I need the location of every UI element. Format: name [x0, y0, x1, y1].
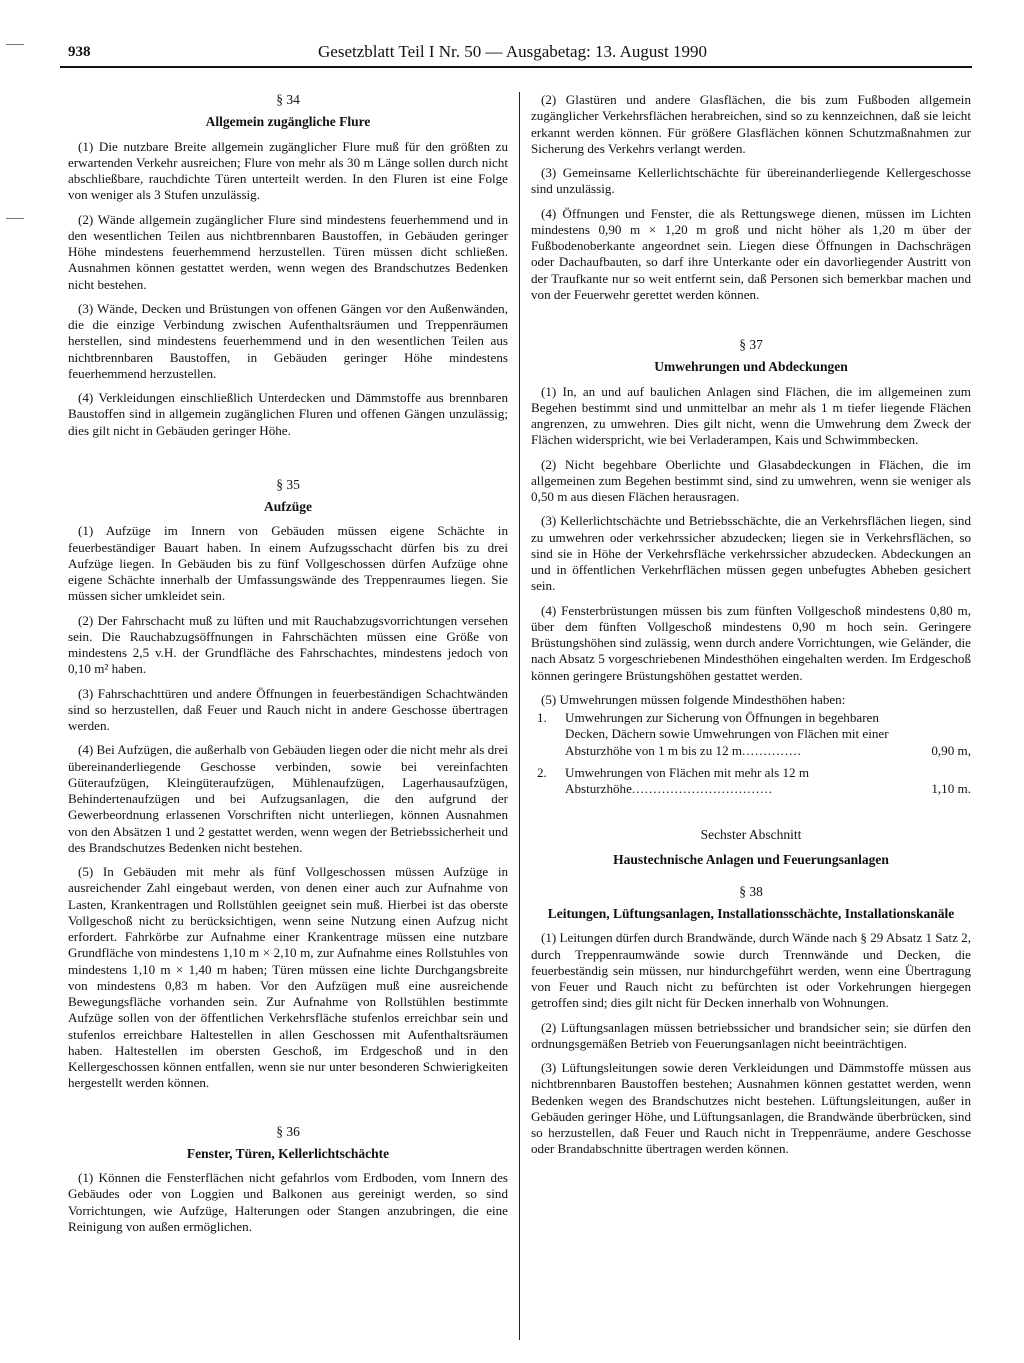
header-rule	[60, 66, 972, 68]
paragraph: (2) Lüftungsanlagen müssen betriebssicher und brandsicher sein; sie dürfen den ordnungsgemäßen Betrieb von Feuerungsanlagen nicht beeinträchtigen.	[531, 1019, 971, 1051]
paragraph: (1) Leitungen dürfen durch Brandwände, durch Wände nach § 29 Absatz 1 Satz 2, durch Treppenraumwände sowie durch Trennwände und Decken, die feuerbeständig sein müssen, nur hindurchgeführt werden, wenn eine Übertragung von Feuer und Rauch nicht zu befürchten ist oder Vorkehrungen hiergegen getroffen sind; dies gilt nicht für Decken innerhalb von Wohnungen.	[531, 930, 971, 1011]
list-item-value: 0,90 m,	[931, 742, 971, 758]
list-item	[531, 765, 971, 798]
section-title: Aufzüge	[264, 499, 312, 514]
paragraph: (4) Fensterbrüstungen müssen bis zum fünften Vollgeschoß mindestens 0,80 m, über dem fünften Vollgeschoß mindestens 0,90 m hoch sein. Geringere Brüstungshöhen sind zulässig, wenn durch andere Vorrichtungen, wie Geländer, die nach Absatz 5 vorgeschriebenen Mindesthöhen eingehalten werden. Im Erdgeschoß können geringere Brüstungshöhen gestattet werden.	[531, 602, 971, 683]
paragraph: (5) In Gebäuden mit mehr als fünf Vollgeschossen müssen Aufzüge in ausreichender Zahl eingebaut werden, von denen einer auch zur Aufnahme von Lasten, Krankentragen und Rollstühlen geeignet sein muß. Hierbei ist das oberste Vollgeschoß nicht zu berücksichtigen, wenn seine Nutzung einen Aufzug nicht erfordert. Fahrkörbe zur Aufnahme einer Krankentrage müssen eine nutzbare Grundfläche von mindestens 1,10 m × 2,10 m, zur Aufnahme eines Rollstuhles von mindestens 1,10 m × 1,40 m haben; Türen müssen eine lichte Durchgangsbreite von mindestens 0,83 m haben. Vor den Aufzügen muß eine ausreichende Bewegungsfläche vorhanden sein. Zur Aufnahme von Rollstühlen bestimmte Aufzüge sollen von der öffentlichen Verkehrsfläche stufenlos erreichbar sein und stufenlos erreichbare Haltestellen in allen Geschossen mit Aufenthaltsräumen haben. Haltestellen im obersten Geschoß, im Erdgeschoß und in den Kellergeschossen können entfallen, wenn sie nur unter besonderen Schwierigkeiten hergestellt werden können.	[68, 864, 508, 1091]
section-number: § 37	[739, 337, 763, 352]
list-item-number: 1.	[537, 710, 547, 725]
list-item-text: Umwehrungen zur Sicherung von Öffnungen in begehbaren Decken, Dächern sowie Umwehrungen von Flächen mit einer Absturzhöhe von 1 m bis zu 12 m	[565, 710, 889, 758]
chapter-label: Sechster Abschnitt	[700, 827, 802, 843]
page-number: 938	[68, 44, 91, 60]
list-item-leader: ..............	[742, 742, 802, 758]
section-number: § 34	[276, 92, 300, 107]
section-number: § 36	[276, 1123, 300, 1139]
left-column	[68, 92, 508, 1243]
paragraph: (3) Kellerlichtschächte und Betriebsschächte, die an Verkehrsflächen liegen, sind zu umwehren oder verkehrssicher abzudecken; liegen sie in Verkehrsflächen, so sind sie in Höhe der Verkehrsfläche verkehrssicher abzudecken. Abdeckungen an und in öffentlichen Verkehrflächen müssen gegen unbefugtes Abheben gesichert sein.	[531, 513, 971, 594]
paragraph: (2) Wände allgemein zugänglicher Flure sind mindestens feuerhemmend und in den wesentlichen Teilen aus nichtbrennbaren Baustoffen, in Gebäuden geringer Höhe mindestens feuerhemmend herzustellen. Türen müssen dicht schließen. Ausnahmen können gestattet werden, wenn wegen des Brandschutzes Bedenken nicht bestehen.	[68, 211, 508, 292]
paragraph: (4) Bei Aufzügen, die außerhalb von Gebäuden liegen oder die nicht mehr als drei übereinanderliegende Geschosse verbinden, sowie bei vereinfachten Güteraufzügen, Kleingüteraufzügen, Mühlenaufzügen, Lagerhausaufzügen, Behindertenaufzügen und bei Aufzugsanlagen, die den aufgrund der Gewerbeordnung erlassenen Vorschriften nicht unterliegen, können Ausnahmen von den Absätzen 1 und 2 gestattet werden, wenn wegen der Betriebssicherheit und des Brandschutzes Bedenken nicht bestehen.	[68, 742, 508, 855]
paragraph: (1) Aufzüge im Innern von Gebäuden müssen eigene Schächte in feuerbeständiger Bauart haben. In einem Aufzugsschacht dürfen bis zu drei Aufzüge liegen. In Gebäuden bis zu fünf Vollgeschossen dürfen Aufzüge ohne eigene Schächte innerhalb der Umfassungswände des Treppenraumes liegen. Sie müssen sicher umkleidet sein.	[68, 523, 508, 604]
height-list	[531, 710, 971, 797]
paragraph: (4) Öffnungen und Fenster, die als Rettungswege dienen, müssen im Lichten mindestens 0,90 m × 1,20 m groß und nicht höher als 1,20 m über der Fußbodenoberkante angeordnet sein. Liegen diese Öffnungen in Dachschrägen oder Dachaufbauten, so darf ihre Unterkante oder ein davorliegender Austritt von der Traufkante nur so weit entfernt sein, daß Personen sich bemerkbar machen und von der Feuerwehr gerettet werden können.	[531, 205, 971, 302]
list-item-leader: .................................	[631, 781, 773, 796]
list-item	[531, 710, 971, 759]
paragraph: (4) Verkleidungen einschließlich Unterdecken und Dämmstoffe aus brennbaren Baustoffen sind in allgemein zugänglichen Fluren und offenen Gängen unzulässig; dies gilt nicht in Gebäuden geringer Höhe.	[68, 390, 508, 438]
chapter-title: Haustechnische Anlagen und Feuerungsanlagen	[613, 851, 889, 867]
paragraph: (1) Können die Fensterflächen nicht gefahrlos vom Erdboden, vom Innern des Gebäudes oder von Loggien und Balkonen aus gereinigt werden, so sind Vorrichtungen, wie Aufzüge, Halterungen oder Stangen anzubringen, die eine Reinigung von außen ermöglichen.	[68, 1170, 508, 1234]
section-title: Leitungen, Lüftungsanlagen, Installationsschächte, Installationskanäle	[547, 906, 955, 921]
paragraph: (3) Lüftungsleitungen sowie deren Verkleidungen und Dämmstoffe müssen aus nichtbrennbaren Baustoffen bestehen; Ausnahmen können gestattet werden, wenn Bedenken wegen des Brandschutzes nicht bestehen. Lüftungsleitungen, außer in Gebäuden geringer Höhe, und Lüftungsanlagen, die Brandwände überbrücken, sind so herzustellen, daß Feuer und Rauch nicht in Treppenräume, andere Geschosse oder Brandabschnitte übertragen werden können.	[531, 1060, 971, 1157]
column-divider	[519, 92, 520, 1340]
paragraph: (3) Fahrschachttüren und andere Öffnungen in feuerbeständigen Schachtwänden sind so herzustellen, daß Feuer und Rauch nicht in andere Geschosse übertragen werden.	[68, 685, 508, 733]
paragraph: (5) Umwehrungen müssen folgende Mindesthöhen haben:	[541, 691, 846, 707]
list-item-text: Umwehrungen von Flächen mit mehr als 12 m Absturzhöhe	[565, 764, 810, 796]
paragraph: (3) Wände, Decken und Brüstungen von offenen Gängen vor den Außenwänden, die die einzige Verbindung zwischen Aufenthaltsräumen und Treppenräumen herstellen, sind mindestens feuerhemmend und in den wesentlichen Teilen aus nichtbrennbaren Baustoffen, in Gebäuden geringer Höhe mindestens feuerhemmend herzustellen.	[68, 300, 508, 381]
section-title: Fenster, Türen, Kellerlichtschächte	[186, 1145, 390, 1161]
paragraph: (2) Glastüren und andere Glasflächen, die bis zum Fußboden allgemein zugänglicher Verkehrsflächen herabreichen, sind so zu kennzeichnen, daß sie leicht erkannt werden können. Für größere Glasflächen können Schutzmaßnahmen zur Sicherung des Verkehrs verlangt werden.	[531, 92, 971, 156]
paragraph: (2) Nicht begehbare Oberlichte und Glasabdeckungen in Flächen, die im allgemeinen zum Begehen bestimmt sind, sind zu umwehren, wenn sie weniger als 0,50 m aus diesen Flächen herausragen.	[531, 456, 971, 504]
paragraph: (1) Die nutzbare Breite allgemein zugänglicher Flure muß für den größten zu erwartenden Verkehr ausreichen; Flure von mehr als 30 m Länge sollen durch nicht abschließbare, rauchdichte Türen unterteilt werden. In den Fluren ist eine Folge von weniger als 3 Stufen unzulässig.	[68, 138, 508, 203]
list-item-number: 2.	[537, 764, 547, 780]
paragraph: (2) Der Fahrschacht muß zu lüften und mit Rauchabzugsvorrichtungen versehen sein. Die Rauchabzugsöffnungen in Fahrschächten müssen eine Größe von mindestens 2,5 v.H. der Grundfläche des Fahrschachtes, mindestens jedoch von 0,10 m² haben.	[68, 612, 508, 677]
list-item-value: 1,10 m.	[931, 781, 971, 796]
section-title: Allgemein zugängliche Flure	[205, 114, 371, 130]
page-header	[68, 40, 968, 66]
page-header-title: Gesetzblatt Teil I Nr. 50 — Ausgabetag: 13. August 1990	[318, 42, 707, 61]
section-number: § 35	[276, 476, 300, 492]
section-title: Umwehrungen und Abdeckungen	[654, 359, 848, 375]
paragraph: (1) In, an und auf baulichen Anlagen sind Flächen, die im allgemeinen zum Begehen bestimmt sind und unmittelbar an mehr als 1 m tiefer liegende Flächen angrenzen, zu umwehren. Dies gilt nicht, wenn die Umwehrung dem Zweck der Flächen widerspricht, wie bei Verladerampen, Kais und Schwimmbecken.	[531, 383, 971, 448]
section-number: § 38	[739, 883, 763, 899]
paragraph: (3) Gemeinsame Kellerlichtschächte für übereinanderliegende Kellergeschosse sind unzulässig.	[531, 165, 971, 197]
right-column	[531, 92, 971, 1166]
